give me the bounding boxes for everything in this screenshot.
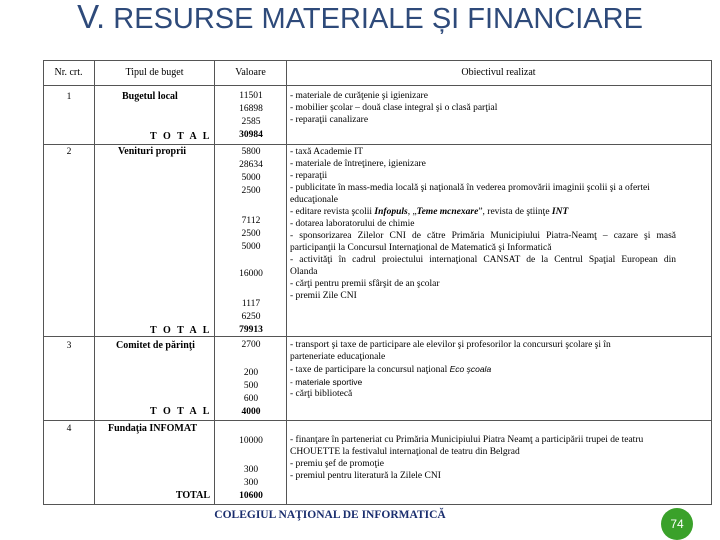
- value: 28634: [239, 160, 263, 170]
- value: 2700: [241, 340, 261, 350]
- header-tip: Tipul de buget: [125, 67, 184, 78]
- row-2-tip: Venituri proprii: [118, 146, 187, 157]
- value: 16898: [239, 104, 263, 114]
- objective-item: - materiale de curăţenie şi igienizare: [290, 91, 428, 101]
- footer-institution: COLEGIUL NAŢIONAL DE INFORMATICĂ: [214, 509, 446, 521]
- objective-item: - premiul pentru literatură la Zilele CNI: [290, 471, 441, 481]
- objective-item: - materiale de întreţinere, igienizare: [290, 159, 426, 169]
- row-2-values-c: [222, 268, 280, 281]
- taxe-text: - taxe de participare la concursul naţional: [290, 365, 450, 375]
- header-nr: Nr. crt.: [54, 67, 83, 78]
- row-2-total: 79913: [239, 325, 263, 335]
- row-2-values-a: [222, 146, 280, 198]
- row-2-values-b: [222, 215, 280, 254]
- revista-name: Infopuls: [374, 207, 408, 217]
- value: 200: [243, 368, 259, 378]
- objective-item: - finanţare în parteneriat cu Primăria Municipiului Piatra Neamţ a participării trupei de teatru: [290, 435, 644, 445]
- value: 5000: [241, 242, 261, 252]
- row-2-nr: 2: [66, 147, 72, 157]
- row-4-values-a: [222, 435, 280, 448]
- header-divider: [43, 85, 711, 86]
- revista-text: - editare revista şcolii: [290, 207, 375, 217]
- objective-item: [290, 363, 676, 376]
- value: 11501: [239, 91, 263, 101]
- row-4-nr: 4: [66, 424, 72, 434]
- objective-item: - sponsorizarea Zilelor CNI de către Primăria Municipiului Piatra-Neamţ – cazare şi masă: [290, 231, 676, 241]
- value: 2585: [241, 117, 261, 127]
- row-divider-3: [43, 420, 711, 421]
- objective-item: - taxă Academie IT: [290, 147, 364, 157]
- row-1-total-label: T O T A L: [150, 131, 212, 142]
- row-3-values-a: [222, 339, 280, 352]
- objective-item-cont: educaţionale: [290, 195, 339, 205]
- value: 2500: [241, 229, 261, 239]
- objective-item: [290, 206, 676, 218]
- objective-item: - activităţi în cadrul proiectului internaţional CANSAT de la Centrul Spaţial European din: [290, 255, 676, 265]
- page-title: [0, 0, 720, 34]
- revista-text-2: ”, revista de ştiinţe: [478, 207, 552, 217]
- objective-item: - materiale sportive: [290, 377, 363, 387]
- title-text: RESURSE MATERIALE ȘI FINANCIARE: [113, 3, 643, 35]
- row-3-tip: Comitet de părinţi: [116, 340, 195, 351]
- row-1-values: [222, 90, 280, 142]
- row-4-total: 10600: [239, 491, 263, 501]
- objective-item: - cărţi bibliotecă: [290, 389, 353, 399]
- row-2-values-d: [222, 298, 280, 337]
- row-divider-1: [43, 144, 711, 145]
- value: 10000: [239, 436, 263, 446]
- title-numeral: V.: [77, 0, 106, 35]
- header-valoare: Valoare: [235, 67, 266, 78]
- header-obiectiv: Obiectivul realizat: [461, 67, 536, 78]
- value: 7112: [241, 216, 261, 226]
- row-4-objectives: [290, 434, 676, 482]
- value: 5800: [241, 147, 261, 157]
- objective-item: - premii Zile CNI: [290, 291, 357, 301]
- row-2-objectives: [290, 146, 676, 302]
- value: 1117: [241, 299, 261, 309]
- objective-item-cont: participanţii la Concursul Internaţional de Matematică şi Informatică: [290, 243, 552, 253]
- row-1-total: 30984: [239, 130, 263, 140]
- value: 500: [243, 381, 259, 391]
- objective-item: - reparaţii: [290, 171, 328, 181]
- row-4-tip: Fundaţia INFOMAT: [108, 423, 197, 434]
- row-1-nr: 1: [66, 92, 72, 102]
- value: 600: [243, 394, 259, 404]
- row-3-values-b: [222, 367, 280, 419]
- row-3-objectives: [290, 339, 676, 400]
- row-3-total: 4000: [241, 407, 261, 417]
- row-2-total-label: T O T A L: [150, 325, 212, 336]
- objective-item: - cărţi pentru premii sfârşit de an şcolar: [290, 279, 440, 289]
- objective-item: - mobilier şcolar – două clase integral şi o clasă parţial: [290, 103, 498, 113]
- objective-item-cont: CHOUETTE la festivalul internaţional de teatru din Belgrad: [290, 447, 520, 457]
- objective-item: - reparaţii canalizare: [290, 115, 369, 125]
- row-divider-2: [43, 336, 711, 337]
- value: 300: [243, 465, 259, 475]
- eco-scoala: Eco şcoala: [449, 364, 492, 374]
- value: 16000: [239, 269, 263, 279]
- row-1-tip: Bugetul local: [122, 91, 178, 102]
- objective-item: - premiu şef de promoţie: [290, 459, 384, 469]
- row-3-nr: 3: [66, 341, 72, 351]
- col-divider-3: [286, 60, 287, 504]
- revista-sep: , „: [407, 207, 417, 217]
- objective-item-cont: Olanda: [290, 267, 318, 277]
- revista-name-3: INT: [551, 207, 569, 217]
- value: 6250: [241, 312, 261, 322]
- col-divider-2: [214, 60, 215, 504]
- value: 5000: [241, 173, 261, 183]
- row-1-objectives: [290, 90, 676, 126]
- objective-item: - dotarea laboratorului de chimie: [290, 219, 415, 229]
- col-divider-1: [94, 60, 95, 504]
- objective-item-cont: parteneriate educaţionale: [290, 352, 386, 362]
- row-4-total-label: TOTAL: [175, 490, 210, 501]
- value: 300: [243, 478, 259, 488]
- row-4-values-b: [222, 464, 280, 503]
- page-number-badge: 74: [661, 508, 693, 540]
- value: 2500: [241, 186, 261, 196]
- objective-item: - transport şi taxe de participare ale elevilor şi profesorilor la concursuri şcolare şi în: [290, 340, 611, 350]
- objective-item: - publicitate în mass-media locală şi naţională în vederea promovării imaginii şcolii şi a ofertei: [290, 183, 650, 193]
- revista-name-2: Teme mcnexare: [416, 207, 479, 217]
- row-3-total-label: T O T A L: [150, 406, 212, 417]
